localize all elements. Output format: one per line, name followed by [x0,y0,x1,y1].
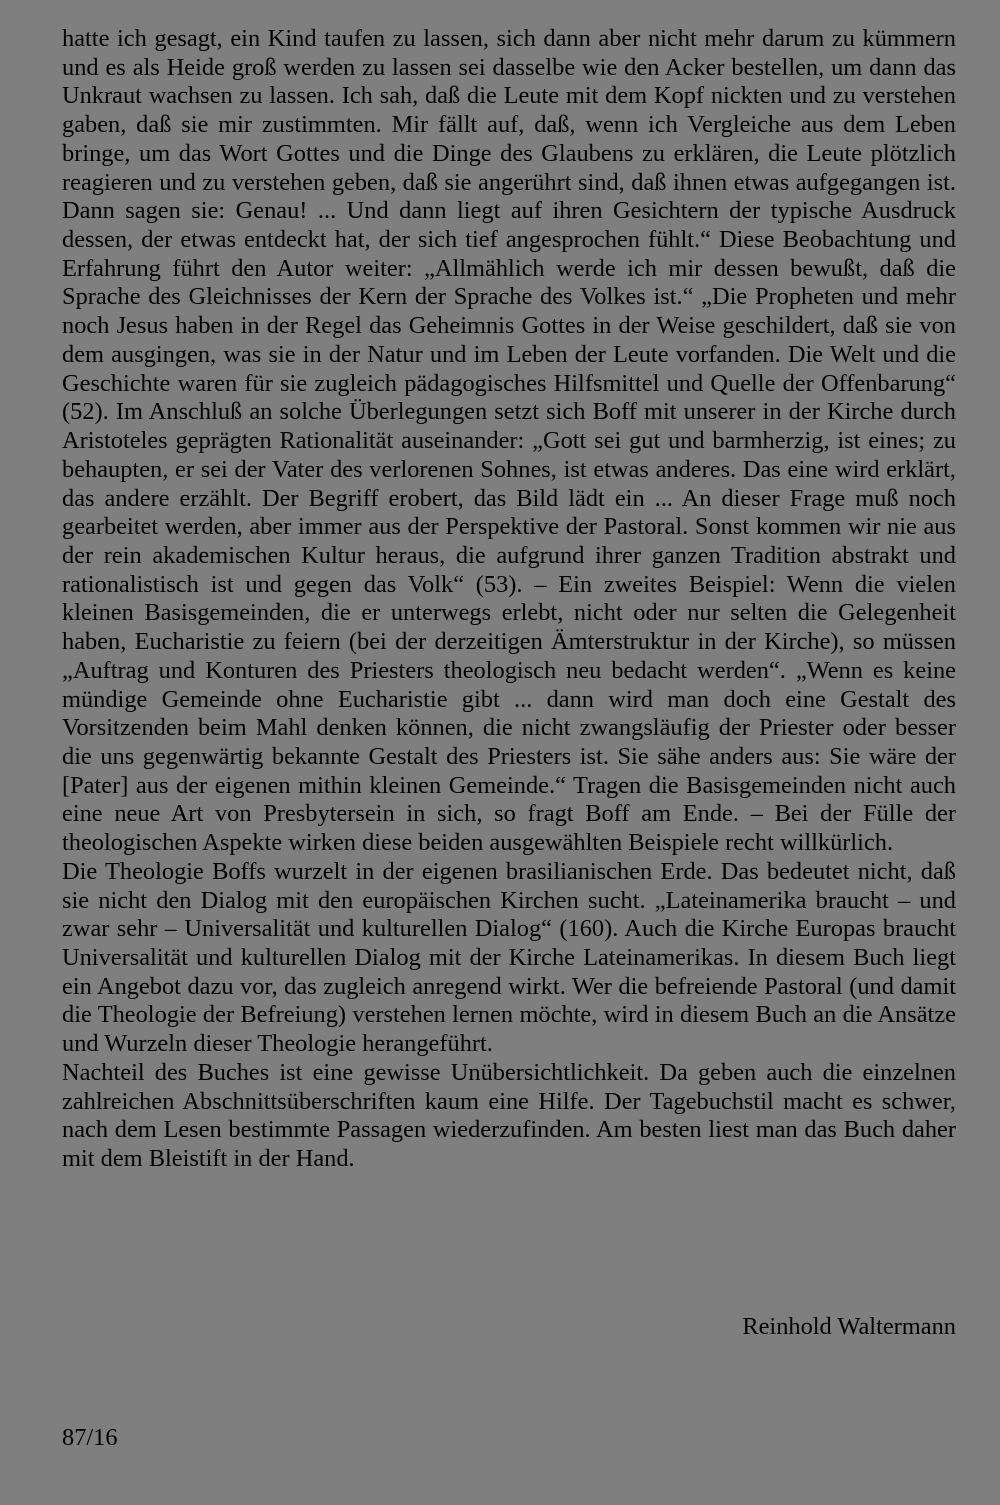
page-number: 87/16 [62,1424,118,1451]
paragraph-3: Nachteil des Buches ist eine gewisse Unübersichtlichkeit. Da geben auch die einzelnen zahlreichen Abschnittsüberschriften kaum eine Hilfe. Der Tagebuchstil macht es schwer, nach dem Lesen bestimmte Passagen wiederzufinden. Am besten liest man das Buch daher mit dem Bleistift in der Hand. [62,1058,956,1173]
paragraph-1: hatte ich gesagt, ein Kind taufen zu lassen, sich dann aber nicht mehr darum zu kümmern und es als Heide groß werden zu lassen sei dasselbe wie den Acker bestellen, um dann das Unkraut wachsen zu lassen. Ich sah, daß die Leute mit dem Kopf nickten und zu verstehen gaben, daß sie mir zustimmten. Mir fällt auf, daß, wenn ich Vergleiche aus dem Leben bringe, um das Wort Gottes und die Dinge des Glaubens zu erklären, die Leute plötzlich reagieren und zu verstehen geben, daß sie angerührt sind, daß ihnen etwas aufgegangen ist. Dann sagen sie: Genau! ... Und dann liegt auf ihren Gesichtern der typische Ausdruck dessen, der etwas entdeckt hat, der sich tief angesprochen fühlt.“ Diese Beobachtung und Erfahrung führt den Autor weiter: „Allmählich werde ich mir dessen bewußt, daß die Sprache des Gleichnisses der Kern der Sprache des Volkes ist.“ „Die Propheten und mehr noch Jesus haben in der Regel das Geheimnis Gottes in der Weise geschildert, daß sie von dem ausgingen, was sie in der Natur und im Leben der Leute vorfanden. Die Welt und die Geschichte waren für sie zugleich pädagogisches Hilfsmittel und Quelle der Offenbarung“ (52). Im Anschluß an solche Überlegungen setzt sich Boff mit unserer in der Kirche durch Aristoteles geprägten Rationalität auseinander: „Gott sei gut und barmherzig, ist eines; zu behaupten, er sei der Vater des verlorenen Sohnes, ist etwas anderes. Das eine wird erklärt, das andere erzählt. Der Begriff erobert, das Bild lädt ein ... An dieser Frage muß noch gearbeitet werden, aber immer aus der Perspektive der Pastoral. Sonst kommen wir nie aus der rein akademischen Kultur heraus, die aufgrund ihrer ganzen Tradition abstrakt und rationalistisch ist und gegen das Volk“ (53). – Ein zweites Beispiel: Wenn die vielen kleinen Basisgemeinden, die er unterwegs erlebt, nicht oder nur selten die Gelegenheit haben, Eucharistie zu feiern (bei der derzeitigen Ämterstruktur in der Kirche), so müssen „Auftrag und Konturen des Priesters theologisch neu bedacht werden“. „Wenn es keine mündige Gemeinde ohne Eucharistie gibt ... dann wird man doch eine Gestalt des Vorsitzenden beim Mahl denken können, die nicht zwangsläufig der Priester oder besser die uns gegenwärtig bekannte Gestalt des Priesters ist. Sie sähe anders aus: Sie wäre der [Pater] aus der eigenen mithin kleinen Gemeinde.“ Tragen die Basisgemeinden nicht auch eine neue Art von Presbytersein in sich, so fragt Boff am Ende. – Bei der Fülle der theologischen Aspekte wirken diese beiden ausgewählten Beispiele recht willkürlich. [62,25,956,857]
paragraph-2: Die Theologie Boffs wurzelt in der eigenen brasilianischen Erde. Das bedeutet nicht, daß sie nicht den Dialog mit den europäischen Kirchen sucht. „Lateinamerika braucht – und zwar sehr – Universalität und kulturellen Dialog“ (160). Auch die Kirche Europas braucht Universalität und kulturellen Dialog mit der Kirche Lateinamerikas. In diesem Buch liegt ein Angebot dazu vor, das zugleich anregend wirkt. Wer die befreiende Pastoral (und damit die Theologie der Befreiung) verstehen lernen möchte, wird in diesem Buch an die Ansätze und Wurzeln dieser Theologie herangeführt. [62,857,956,1058]
author-signature: Reinhold Waltermann [742,1313,956,1340]
article-body [62,25,956,1174]
